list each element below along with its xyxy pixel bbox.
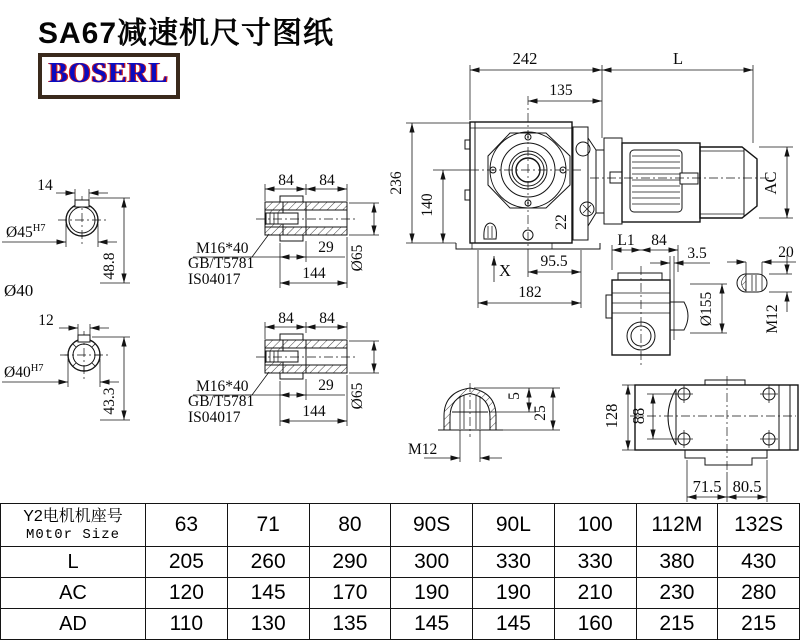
table-cell: 215 — [636, 609, 718, 640]
table-cell: 430 — [718, 547, 800, 578]
table-row-L — [1, 547, 800, 578]
dim-shaft-key-length: 29 — [318, 239, 334, 256]
table-cell: 190 — [391, 578, 473, 609]
dim-key-thread: M12 — [764, 304, 781, 334]
dim-bore1-diameter — [6, 223, 46, 241]
dim-mount-height: 128 — [602, 403, 621, 429]
table-cell: 135 — [309, 609, 391, 640]
shaft-key-top — [280, 196, 303, 202]
table-row-AD — [1, 609, 800, 640]
dim-bore1-keyway-width: 14 — [37, 177, 53, 194]
table-cell: 110 — [146, 609, 228, 640]
brand-logo-text: BOSERL — [49, 58, 169, 89]
label-x-mark: X — [499, 261, 511, 280]
dim-bore2-tolerance: H7 — [30, 363, 44, 374]
bore-section-view-1 — [2, 177, 130, 283]
bore2-keyway — [78, 335, 90, 342]
table-cell: 380 — [636, 547, 718, 578]
key-slot-detail — [727, 244, 796, 334]
table-cell: 130 — [227, 609, 309, 640]
gearbox-top-view — [606, 232, 727, 366]
dim-mount-left: 71.5 — [692, 477, 722, 496]
dim-mount-right: 80.5 — [732, 477, 762, 496]
table-cell: 210 — [554, 578, 636, 609]
dim-bolt-span: 88 — [629, 407, 648, 425]
adapter-plate — [573, 127, 588, 240]
dim-center-height: 140 — [419, 193, 436, 217]
dim-key-width: 20 — [778, 244, 794, 261]
dim-shaft-segment-a: 84 — [278, 172, 294, 189]
dim-lip: 22 — [553, 214, 570, 230]
size-col-header: 63 — [146, 504, 228, 547]
table-cell: 120 — [146, 578, 228, 609]
table-cell: 280 — [718, 578, 800, 609]
table-cell: 190 — [473, 578, 555, 609]
mounting-body — [635, 385, 798, 450]
shaft-thread-hole — [266, 213, 298, 224]
label-shaft-thread: M16*40 — [196, 240, 249, 257]
oil-plug — [484, 223, 497, 239]
row-label: L — [1, 547, 146, 578]
motor-nameplate — [680, 173, 698, 184]
dim-bore2-keyway-width: 12 — [38, 312, 54, 329]
dim-l1: L1 — [617, 232, 635, 249]
dim-bore2-dia-value: Ø40 — [4, 364, 31, 381]
main-assembly-view — [388, 49, 793, 308]
table-header-cn: Y2电机机座号 — [23, 508, 123, 525]
size-col-header: 71 — [227, 504, 309, 547]
dim-cap-gap: 5 — [506, 392, 523, 400]
table-cell: 290 — [309, 547, 391, 578]
label-shaft-od: Ø40 — [4, 281, 34, 300]
row-label: AC — [1, 578, 146, 609]
hollow-shaft-view-1 — [188, 172, 379, 288]
dim-total-height: 236 — [388, 171, 405, 195]
table-cell: 215 — [718, 609, 800, 640]
table-cell: 260 — [227, 547, 309, 578]
dim-shaft-diameter: Ø65 — [349, 244, 366, 272]
table-cell: 205 — [146, 547, 228, 578]
table-cell: 300 — [391, 547, 473, 578]
dim-base-width: 182 — [518, 284, 542, 301]
table-cell: 170 — [309, 578, 391, 609]
dim-foot-offset: 95.5 — [540, 253, 568, 270]
motor-flange — [604, 138, 622, 224]
dim-bore-offset: 135 — [549, 82, 573, 99]
size-col-header: 80 — [309, 504, 391, 547]
page-title: SA67减速机尺寸图纸 — [38, 17, 335, 50]
table-cell: 330 — [473, 547, 555, 578]
dim-bore1-tolerance: H7 — [32, 223, 46, 234]
dim-shaft-segment-b: 84 — [319, 172, 335, 189]
table-row-AC — [1, 578, 800, 609]
table-cell: 330 — [554, 547, 636, 578]
motor-size-table — [0, 503, 800, 640]
dim-bore2-depth: 43.3 — [101, 387, 118, 415]
size-col-header: 112M — [636, 504, 718, 547]
dim-flange-diameter: Ø155 — [698, 291, 715, 327]
dim-top-84: 84 — [651, 232, 667, 249]
table-header-row — [1, 504, 800, 547]
dim-bore1-depth: 48.8 — [101, 252, 118, 280]
dim-step: 3.5 — [687, 245, 707, 262]
dim-bore2-diameter — [4, 363, 44, 381]
dim-cap-depth: 25 — [532, 405, 549, 421]
dim-motor-length: L — [672, 49, 684, 68]
size-col-header: 100 — [554, 504, 636, 547]
dim-bore1-dia-value: Ø45 — [6, 224, 33, 241]
dim-motor-diameter: AC — [761, 171, 780, 195]
dim-gearbox-width: 242 — [512, 49, 538, 68]
table-cell: 160 — [554, 609, 636, 640]
fan-cover — [700, 147, 757, 218]
table-header-en: M0t0r Size — [25, 527, 120, 543]
table-header-cell — [1, 504, 146, 547]
size-col-header: 90S — [391, 504, 473, 547]
protective-cap-detail — [408, 383, 560, 462]
dim-shaft-hub-length: 144 — [302, 265, 326, 282]
bore-section-view-2 — [2, 312, 130, 420]
output-hub-top — [670, 302, 688, 330]
label-shaft-standard-iso: IS04017 — [188, 271, 241, 288]
table-cell: 145 — [227, 578, 309, 609]
label-shaft-standard-gb: GB/T5781 — [188, 255, 255, 272]
table-cell: 145 — [473, 609, 555, 640]
table-cell: 145 — [391, 609, 473, 640]
size-col-header: 132S — [718, 504, 800, 547]
size-col-header: 90L — [473, 504, 555, 547]
table-cell: 230 — [636, 578, 718, 609]
bore1-keyway — [75, 200, 89, 207]
shaft-key-bottom — [280, 235, 303, 241]
hollow-shaft-view-2 — [188, 310, 379, 426]
mounting-face-view — [602, 376, 798, 502]
row-label: AD — [1, 609, 146, 640]
dim-cap-thread: M12 — [408, 441, 438, 458]
